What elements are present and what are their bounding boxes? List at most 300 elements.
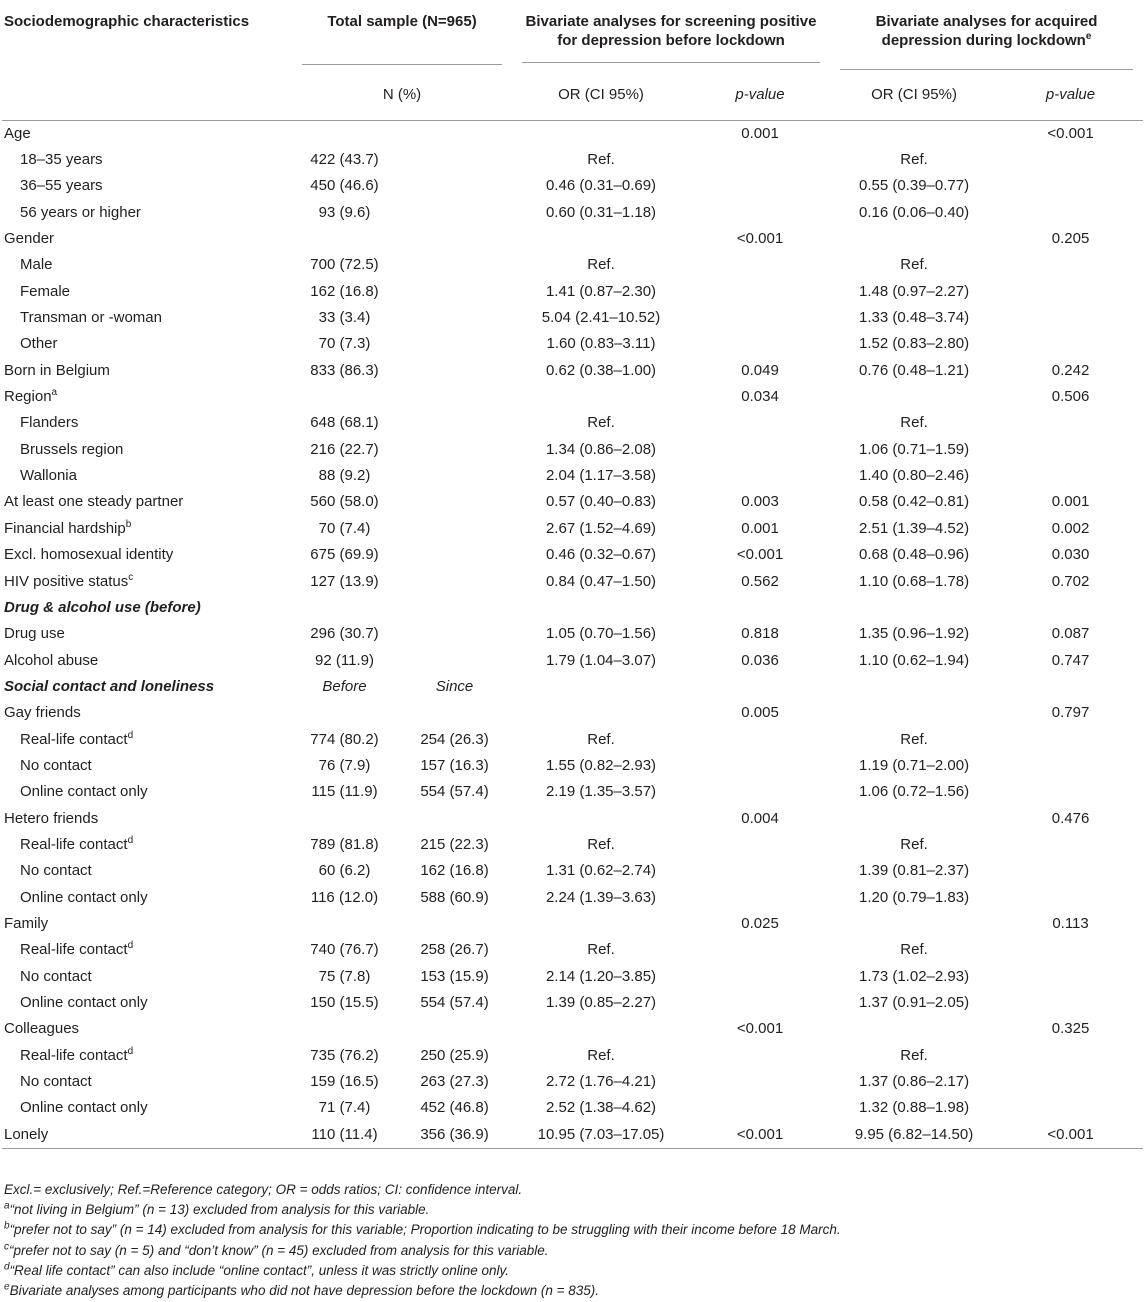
- row-label: 36–55 years: [20, 177, 103, 195]
- cell-or-during: 1.10 (0.62–1.94): [858, 651, 970, 669]
- row-label: No contact: [20, 967, 92, 985]
- cell-n-before: Before: [322, 677, 367, 695]
- cell-p-before: [690, 1043, 830, 1069]
- cell-or-during: 1.37 (0.91–2.05): [858, 994, 970, 1012]
- cell-n-before: [292, 911, 397, 937]
- cell-n-since: [397, 305, 512, 331]
- cell-or-before: Ref.: [587, 256, 615, 274]
- cell-or-before: 1.55 (0.82–2.93): [545, 756, 657, 774]
- table-row: [2, 911, 1143, 937]
- cell-p-before: [690, 726, 830, 752]
- row-label: Region$^a$: [4, 387, 58, 406]
- row-label: Family: [4, 914, 49, 932]
- cell-p-before: [690, 674, 830, 700]
- table-row: [2, 647, 1143, 673]
- cell-n-since: [397, 410, 512, 436]
- table-row: [2, 463, 1143, 489]
- cell-or-before: 1.41 (0.87–2.30): [545, 282, 657, 300]
- cell-n-since: 554 (57.4): [420, 994, 489, 1012]
- cell-or-during: 0.55 (0.39–0.77): [858, 177, 970, 195]
- row-label: Female: [20, 282, 71, 300]
- row-label: Age: [4, 124, 31, 142]
- cell-p-during: 0.242: [1051, 361, 1090, 379]
- row-label: Social contact and loneliness: [4, 677, 215, 695]
- cell-n-before: 88 (9.2): [318, 467, 371, 485]
- cell-n-before: 296 (30.7): [310, 625, 379, 643]
- cell-n-since: [397, 805, 512, 831]
- cell-or-during: 1.06 (0.72–1.56): [858, 783, 970, 801]
- cell-or-during: Ref.: [900, 730, 928, 748]
- table-row: [2, 964, 1143, 990]
- cell-p-during: 0.002: [1051, 519, 1090, 537]
- cell-p-during: [998, 147, 1143, 173]
- cell-or-during: 1.40 (0.80–2.46): [858, 467, 970, 485]
- cell-n-since: 263 (27.3): [420, 1073, 489, 1091]
- cell-or-before: 0.84 (0.47–1.50): [545, 572, 657, 590]
- footnote: $^d$“Real life contact” can also include “online contact”, unless it was strictly online only.: [4, 1261, 510, 1278]
- header-bivariate-before: Bivariate analyses for screening positive for depression before lockdown: [512, 4, 830, 74]
- subheader-n: N (%): [382, 86, 422, 103]
- cell-p-before: 0.003: [741, 493, 779, 511]
- cell-p-before: [690, 964, 830, 990]
- header-characteristics: Sociodemographic characteristics: [4, 13, 250, 30]
- cell-or-before: [512, 1016, 690, 1042]
- cell-or-during: Ref.: [900, 414, 928, 432]
- cell-n-since: [397, 384, 512, 410]
- cell-n-since: Since: [435, 677, 474, 695]
- cell-p-before: 0.562: [741, 572, 779, 590]
- cell-n-before: 71 (7.4): [318, 1099, 371, 1117]
- row-label: No contact: [20, 862, 92, 880]
- cell-p-during: <0.001: [1047, 1125, 1094, 1143]
- cell-n-since: [397, 252, 512, 278]
- header-bivariate-during: Bivariate analyses for acquired depression during lockdown$^e$: [830, 4, 1143, 74]
- cell-or-before: 1.31 (0.62–2.74): [545, 862, 657, 880]
- table-row: [2, 753, 1143, 779]
- row-label: Gay friends: [4, 704, 81, 722]
- cell-p-before: 0.025: [741, 914, 779, 932]
- cell-p-before: [690, 990, 830, 1016]
- row-label: Real-life contact$^d$: [20, 729, 134, 748]
- cell-n-since: [397, 437, 512, 463]
- cell-or-during: Ref.: [900, 1046, 928, 1064]
- cell-or-during: 1.39 (0.81–2.37): [858, 862, 970, 880]
- cell-p-before: 0.001: [741, 124, 779, 142]
- table-row: [2, 358, 1143, 384]
- subheader-p-before: p-value: [735, 86, 785, 103]
- row-label: Real-life contact$^d$: [20, 834, 134, 853]
- cell-or-before: [512, 911, 690, 937]
- cell-p-during: 0.030: [1051, 546, 1090, 564]
- row-label: Real-life contact$^d$: [20, 1045, 134, 1064]
- cell-p-during: [998, 832, 1143, 858]
- cell-or-during: [830, 120, 998, 147]
- cell-n-before: 92 (11.9): [315, 651, 374, 669]
- cell-or-before: 2.72 (1.76–4.21): [545, 1073, 657, 1091]
- table-row: [2, 1095, 1143, 1121]
- cell-or-before: 0.57 (0.40–0.83): [545, 493, 657, 511]
- cell-or-during: [830, 1016, 998, 1042]
- table-row: [2, 621, 1143, 647]
- cell-p-before: [690, 858, 830, 884]
- row-label: Colleagues: [4, 1020, 80, 1038]
- cell-or-before: 0.60 (0.31–1.18): [545, 203, 657, 221]
- cell-p-before: <0.001: [736, 546, 784, 564]
- subheader-p-during: p-value: [1045, 86, 1096, 103]
- table-row: [2, 1043, 1143, 1069]
- table-row: [2, 674, 1143, 700]
- cell-n-before: [292, 120, 397, 147]
- cell-p-before: [690, 147, 830, 173]
- cell-or-before: [512, 384, 690, 410]
- table-row: [2, 410, 1143, 436]
- cell-p-before: [690, 331, 830, 357]
- cell-p-before: [690, 252, 830, 278]
- cell-n-since: [397, 1016, 512, 1042]
- cell-n-before: 774 (80.2): [310, 730, 379, 748]
- cell-p-during: [998, 173, 1143, 199]
- cell-p-before: [690, 279, 830, 305]
- cell-n-before: 450 (46.6): [310, 177, 379, 195]
- cell-n-since: 215 (22.3): [420, 835, 489, 853]
- row-label: Alcohol abuse: [4, 651, 99, 669]
- cell-or-during: [830, 384, 998, 410]
- subheader-or-before: OR (CI 95%): [558, 86, 644, 103]
- row-label: No contact: [20, 756, 92, 774]
- cell-or-during: [830, 700, 998, 726]
- cell-or-before: 1.60 (0.83–3.11): [546, 335, 656, 353]
- cell-n-since: [397, 700, 512, 726]
- cell-n-before: 422 (43.7): [310, 151, 379, 169]
- cell-p-before: <0.001: [736, 230, 784, 248]
- cell-p-during: [998, 1069, 1143, 1095]
- cell-or-before: 2.52 (1.38–4.62): [545, 1099, 657, 1117]
- cell-n-since: [397, 120, 512, 147]
- cell-p-before: <0.001: [736, 1125, 784, 1143]
- cell-or-during: 1.19 (0.71–2.00): [858, 756, 970, 774]
- cell-n-before: 648 (68.1): [310, 414, 379, 432]
- table-row: [2, 252, 1143, 278]
- cell-or-before: [512, 700, 690, 726]
- cell-n-before: [292, 226, 397, 252]
- cell-n-before: 162 (16.8): [310, 282, 379, 300]
- cell-or-during: 1.48 (0.97–2.27): [858, 282, 970, 300]
- table-row: [2, 516, 1143, 542]
- table-row: [2, 173, 1143, 199]
- table-row: [2, 279, 1143, 305]
- cell-or-before: 5.04 (2.41–10.52): [541, 309, 661, 327]
- cell-p-during: 0.506: [1051, 388, 1090, 406]
- footnote: $^c$“prefer not to say (n = 5) and “don’t know” (n = 45) excluded from analysis for this variable.: [4, 1241, 549, 1258]
- cell-n-since: [397, 489, 512, 515]
- cell-or-before: Ref.: [587, 414, 615, 432]
- cell-or-before: 2.19 (1.35–3.57): [545, 783, 657, 801]
- cell-n-since: 250 (25.9): [420, 1046, 489, 1064]
- cell-or-before: [512, 805, 690, 831]
- cell-or-during: [830, 911, 998, 937]
- cell-n-since: [397, 595, 512, 621]
- table-row: [2, 437, 1143, 463]
- cell-p-during: 0.001: [1051, 493, 1090, 511]
- cell-n-since: 153 (15.9): [420, 967, 489, 985]
- cell-or-during: 1.33 (0.48–3.74): [858, 309, 970, 327]
- cell-n-since: [397, 911, 512, 937]
- footnotes: [4, 1180, 841, 1301]
- cell-or-before: 1.05 (0.70–1.56): [545, 625, 657, 643]
- cell-n-before: 833 (86.3): [310, 361, 379, 379]
- cell-n-before: 127 (13.9): [310, 572, 379, 590]
- cell-p-before: 0.049: [741, 361, 779, 379]
- footnote: $^e$Bivariate analyses among participants who did not have depression before the lockdown (n = 835).: [4, 1281, 600, 1299]
- cell-or-during: 1.32 (0.88–1.98): [858, 1099, 970, 1117]
- cell-or-during: 1.52 (0.83–2.80): [858, 335, 970, 353]
- table-row: [2, 200, 1143, 226]
- cell-p-during: [998, 437, 1143, 463]
- table-row: [2, 700, 1143, 726]
- cell-p-before: [690, 832, 830, 858]
- cell-p-during: 0.325: [1051, 1020, 1090, 1038]
- table-row: [2, 489, 1143, 515]
- cell-n-before: 150 (15.5): [310, 994, 379, 1012]
- footnote: $^a$“not living in Belgium” (n = 13) excluded from analysis for this variable.: [4, 1200, 430, 1218]
- row-label: At least one steady partner: [4, 493, 184, 511]
- row-label: Wallonia: [20, 467, 77, 485]
- cell-p-during: [998, 884, 1143, 910]
- cell-or-during: [830, 805, 998, 831]
- table-row: [2, 384, 1143, 410]
- cell-or-before: 1.34 (0.86–2.08): [545, 440, 657, 458]
- cell-p-during: [998, 331, 1143, 357]
- cell-n-before: 216 (22.7): [310, 440, 379, 458]
- cell-n-before: [292, 805, 397, 831]
- header-total-sample: Total sample (N=965): [292, 4, 512, 74]
- cell-n-since: 554 (57.4): [420, 783, 489, 801]
- subheader-or-during: OR (CI 95%): [871, 86, 957, 103]
- row-label: Hetero friends: [4, 809, 99, 827]
- cell-or-before: 1.39 (0.85–2.27): [545, 994, 657, 1012]
- cell-n-before: [292, 700, 397, 726]
- cell-or-during: [830, 595, 998, 621]
- cell-or-before: 2.14 (1.20–3.85): [545, 967, 657, 985]
- cell-p-before: [690, 1095, 830, 1121]
- cell-or-before: [512, 595, 690, 621]
- cell-or-during: 1.10 (0.68–1.78): [858, 572, 970, 590]
- cell-n-since: [397, 516, 512, 542]
- cell-n-since: 162 (16.8): [420, 862, 489, 880]
- cell-p-during: 0.797: [1051, 704, 1090, 722]
- row-label: Lonely: [4, 1125, 49, 1143]
- cell-or-during: 1.06 (0.71–1.59): [858, 440, 970, 458]
- row-label: Financial hardship$^b$: [4, 518, 132, 537]
- cell-n-before: 75 (7.8): [318, 967, 371, 985]
- cell-or-during: 1.37 (0.86–2.17): [858, 1073, 970, 1091]
- table-row: [2, 595, 1143, 621]
- cell-n-since: [397, 621, 512, 647]
- cell-or-before: Ref.: [587, 730, 615, 748]
- cell-p-before: 0.034: [741, 388, 779, 406]
- cell-or-during: 0.76 (0.48–1.21): [858, 361, 970, 379]
- table-row: [2, 990, 1143, 1016]
- cell-p-before: 0.005: [741, 704, 779, 722]
- cell-or-before: 0.46 (0.31–0.69): [545, 177, 657, 195]
- cell-p-during: 0.113: [1052, 914, 1089, 932]
- cell-n-since: [397, 647, 512, 673]
- cell-p-during: [998, 463, 1143, 489]
- cell-p-before: [690, 1069, 830, 1095]
- cell-or-during: 1.35 (0.96–1.92): [858, 625, 970, 643]
- cell-p-before: 0.036: [741, 651, 779, 669]
- row-label: HIV positive status$^c$: [4, 571, 134, 590]
- cell-p-during: [998, 990, 1143, 1016]
- cell-p-during: 0.476: [1051, 809, 1090, 827]
- cell-p-during: [998, 937, 1143, 963]
- row-label: Online contact only: [20, 1099, 148, 1117]
- row-label: 56 years or higher: [20, 203, 141, 221]
- cell-or-during: Ref.: [900, 835, 928, 853]
- cell-n-before: [292, 595, 397, 621]
- cell-p-before: [690, 305, 830, 331]
- table-row: [2, 568, 1143, 594]
- table-row: [2, 1069, 1143, 1095]
- cell-p-during: [998, 964, 1143, 990]
- row-label: Born in Belgium: [4, 361, 110, 379]
- cell-p-before: 0.004: [741, 809, 779, 827]
- table-row: [2, 1122, 1143, 1149]
- table-row: [2, 937, 1143, 963]
- cell-n-before: 675 (69.9): [310, 546, 379, 564]
- row-label: Male: [20, 256, 53, 274]
- cell-or-during: Ref.: [900, 256, 928, 274]
- cell-or-during: 0.68 (0.48–0.96): [858, 546, 970, 564]
- cell-n-since: [397, 173, 512, 199]
- cell-n-before: 700 (72.5): [310, 256, 379, 274]
- cell-p-during: [998, 753, 1143, 779]
- cell-or-before: Ref.: [587, 835, 615, 853]
- cell-p-during: <0.001: [1047, 124, 1094, 142]
- cell-n-before: 115 (11.9): [311, 783, 378, 801]
- row-label: Transman or -woman: [20, 309, 162, 327]
- cell-n-since: 452 (46.8): [420, 1099, 489, 1117]
- cell-n-before: 33 (3.4): [318, 309, 371, 327]
- cell-n-since: [397, 463, 512, 489]
- row-label: Online contact only: [20, 994, 148, 1012]
- row-label: Online contact only: [20, 888, 148, 906]
- cell-p-during: [998, 674, 1143, 700]
- cell-n-before: 76 (7.9): [318, 756, 371, 774]
- row-label: Drug & alcohol use (before): [4, 598, 201, 616]
- table-row: [2, 805, 1143, 831]
- cell-or-before: 1.79 (1.04–3.07): [545, 651, 657, 669]
- cell-p-before: [690, 200, 830, 226]
- row-label: Gender: [4, 230, 55, 248]
- cell-or-before: Ref.: [587, 941, 615, 959]
- cell-p-during: [998, 1095, 1143, 1121]
- cell-or-during: 2.51 (1.39–4.52): [858, 519, 970, 537]
- row-label: Other: [20, 335, 58, 353]
- table-row: [2, 726, 1143, 752]
- cell-p-before: [690, 779, 830, 805]
- cell-or-during: 0.58 (0.42–0.81): [858, 493, 970, 511]
- row-label: No contact: [20, 1073, 92, 1091]
- cell-p-before: [690, 595, 830, 621]
- table-row: [2, 832, 1143, 858]
- cell-p-during: 0.702: [1051, 572, 1090, 590]
- cell-p-during: [998, 595, 1143, 621]
- cell-p-during: [998, 252, 1143, 278]
- cell-or-during: 0.16 (0.06–0.40): [858, 203, 970, 221]
- cell-p-before: [690, 173, 830, 199]
- table-row: [2, 331, 1143, 357]
- cell-or-during: [830, 226, 998, 252]
- cell-or-during: Ref.: [900, 151, 928, 169]
- cell-n-since: [397, 279, 512, 305]
- cell-n-before: 60 (6.2): [318, 862, 371, 880]
- cell-n-before: 93 (9.6): [318, 203, 371, 221]
- table-row: [2, 779, 1143, 805]
- cell-n-before: 735 (76.2): [310, 1046, 379, 1064]
- cell-or-during: [830, 674, 998, 700]
- cell-p-during: 0.205: [1051, 230, 1090, 248]
- cell-p-during: [998, 279, 1143, 305]
- row-label: Excl. homosexual identity: [4, 546, 174, 564]
- cell-n-before: [292, 1016, 397, 1042]
- cell-n-before: 789 (81.8): [310, 835, 379, 853]
- cell-p-before: [690, 884, 830, 910]
- cell-p-during: [998, 305, 1143, 331]
- row-label: Brussels region: [20, 440, 124, 458]
- cell-n-before: 159 (16.5): [310, 1073, 379, 1091]
- cell-p-before: [690, 937, 830, 963]
- cell-p-before: [690, 463, 830, 489]
- footnote: $^b$“prefer not to say” (n = 14) excluded from analysis for this variable; Proportion indicating to be struggling with their income before 18 March.: [4, 1220, 841, 1238]
- row-label: Flanders: [20, 414, 79, 432]
- row-label: Drug use: [4, 625, 65, 643]
- cell-or-before: 0.62 (0.38–1.00): [545, 361, 657, 379]
- cell-n-since: 254 (26.3): [420, 730, 489, 748]
- cell-or-before: [512, 226, 690, 252]
- cell-n-before: 70 (7.4): [318, 519, 371, 537]
- cell-n-since: [397, 542, 512, 568]
- cell-or-during: 1.20 (0.79–1.83): [858, 888, 970, 906]
- results-table: [2, 4, 1143, 1149]
- cell-p-before: [690, 753, 830, 779]
- cell-n-since: [397, 568, 512, 594]
- cell-or-before: 2.04 (1.17–3.58): [545, 467, 657, 485]
- table-row: [2, 226, 1143, 252]
- cell-p-before: 0.001: [741, 519, 779, 537]
- row-label: Real-life contact$^d$: [20, 940, 134, 959]
- cell-n-before: 740 (76.7): [310, 941, 379, 959]
- cell-or-before: [512, 674, 690, 700]
- cell-p-during: 0.087: [1051, 625, 1090, 643]
- cell-p-during: [998, 779, 1143, 805]
- cell-n-before: 110 (11.4): [311, 1125, 378, 1143]
- cell-n-before: 560 (58.0): [310, 493, 379, 511]
- table-row: [2, 147, 1143, 173]
- cell-or-before: 2.67 (1.52–4.69): [545, 519, 657, 537]
- cell-n-since: 157 (16.3): [420, 756, 489, 774]
- cell-p-before: 0.818: [741, 625, 779, 643]
- table-row: [2, 1016, 1143, 1042]
- cell-n-before: 70 (7.3): [318, 335, 371, 353]
- row-label: Online contact only: [20, 783, 148, 801]
- cell-n-since: [397, 358, 512, 384]
- cell-or-during: 9.95 (6.82–14.50): [854, 1125, 974, 1143]
- cell-or-before: Ref.: [587, 151, 615, 169]
- table-row: [2, 305, 1143, 331]
- cell-n-since: [397, 331, 512, 357]
- cell-n-before: 116 (12.0): [310, 888, 379, 906]
